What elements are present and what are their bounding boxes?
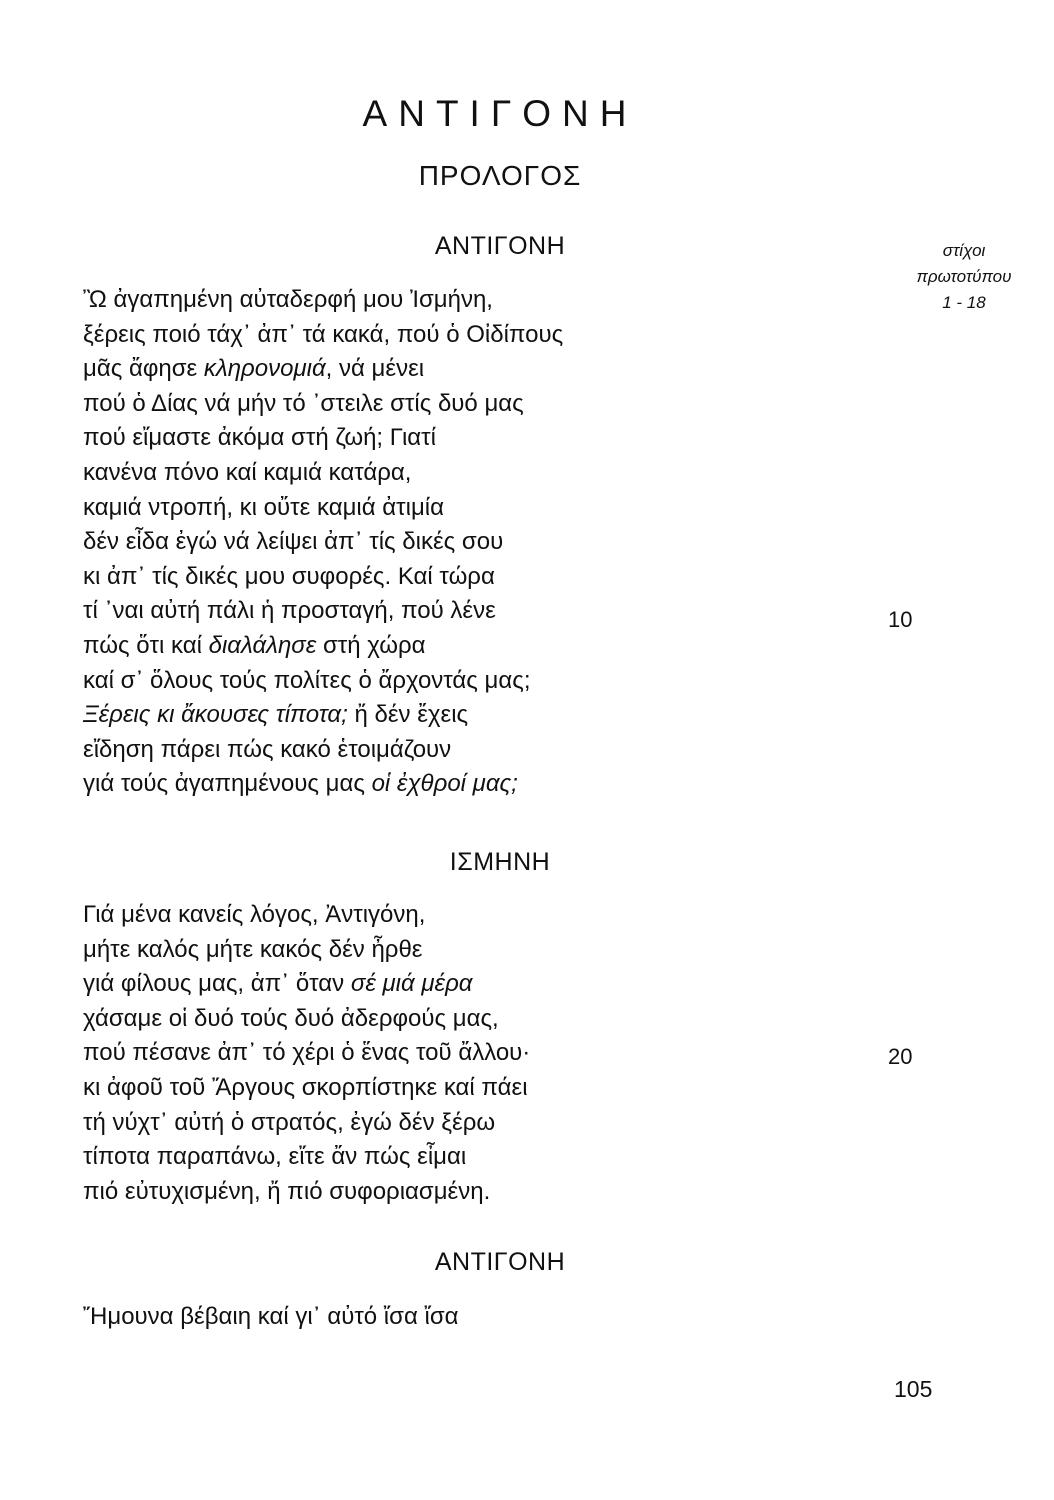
verse-line: χάσαμε οἱ δυό τούς δυό ἀδερφούς μας, [83,1004,499,1032]
verse-line: πού ὁ Δίας νά μήν τό ᾽στειλε στίς δυό μας [83,389,524,417]
verse-line [83,767,563,802]
verse-line: τή νύχτ᾽ αὐτή ὁ στρατός, ἐγώ δέν ξέρω [83,1108,496,1136]
verse-line: Γιά μένα κανείς λόγος, Ἀντιγόνη, [83,901,426,928]
verse-line: κανένα πόνο καί καμιά κατάρα, [83,458,412,486]
italic-phrase: κληρονομιά [203,355,326,383]
verse-text: πώς ὅτι καί [83,631,209,659]
verse-line [83,967,530,1002]
verse-line: κι ἀφοῦ τοῦ Ἄργους σκορπίστηκε καί πάει [83,1073,528,1101]
speaker-heading: ΑΝΤΙΓΟΝΗ [434,1248,566,1276]
verse-text: ἤ δέν ἔχεις [347,701,469,729]
verse-line [83,352,563,387]
verse-line: εἴδηση πάρει πώς κακό ἑτοιμάζουν [83,735,452,763]
verse-line: Ἤμουνα βέβαιη καί γι᾽ αὐτό ἴσα ἴσα [83,1303,459,1330]
line-number: 10 [888,607,913,632]
margin-note-line: στίχοι [942,241,986,260]
italic-phrase: διαλάλησε [208,631,317,659]
verse-text: , νά μένει [325,355,425,383]
margin-note-line: πρωτοτύπου [916,267,1012,286]
play-title: ΑΝΤΙΓΟΝΗ [362,92,638,134]
speaker-heading: ΙΣΜΗΝΗ [449,848,551,876]
verse-line: μήτε καλός μήτε κακός δέν ἦρθε [83,935,423,963]
verse-line: πού εἴμαστε ἀκόμα στή ζωή; Γιατί [83,424,436,452]
speaker-heading: ΑΝΤΙΓΟΝΗ [434,232,566,260]
line-number: 20 [888,1044,913,1069]
verse-line: ξέρεις ποιό τάχ᾽ ἀπ᾽ τά κακά, πού ὁ Οἰδίπους [83,320,564,348]
verse-line [83,629,563,664]
margin-note-line: 1 - 18 [942,293,986,312]
verse-line: τί ᾽ναι αὐτή πάλι ἡ προσταγή, πού λένε [83,597,496,625]
verse-text: γιά φίλους μας, ἀπ᾽ ὅταν [83,970,351,998]
verse-line: τίποτα παραπάνω, εἴτε ἄν πώς εἶμαι [83,1143,467,1171]
verse-line: δέν εἶδα ἐγώ νά λείψει ἀπ᾽ τίς δικές σου [83,528,504,556]
verse-block [83,1300,459,1335]
italic-phrase: οἱ ἐχθροί μας; [371,770,518,798]
verse-line: Ὢ ἀγαπημένη αὐταδερφή μου Ἰσμήνη, [83,286,493,313]
italic-phrase: σέ μιά μέρα [350,970,473,998]
verse-text: στή χώρα [316,631,426,659]
italic-phrase: Ξέρεις κι ἄκουσες τίποτα; [83,701,348,729]
verse-line: πιό εὐτυχισμένη, ἤ πιό συφοριασμένη. [83,1177,491,1205]
verse-text: γιά τούς ἀγαπημένους μας [83,770,372,798]
verse-line: κι ἀπ᾽ τίς δικές μου συφορές. Καί τώρα [83,562,495,590]
verse-line: καμιά ντροπή, κι οὔτε καμιά ἀτιμία [83,493,444,521]
page-number: 105 [894,1376,933,1402]
section-heading: ΠΡΟΛΟΓΟΣ [418,160,582,191]
verse-line: καί σ᾽ ὅλους τούς πολίτες ὁ ἄρχοντάς μας; [83,666,531,694]
verse-text: μᾶς ἄφησε [83,355,204,383]
verse-block [83,898,530,1209]
verse-line: πού πέσανε ἀπ᾽ τό χέρι ὁ ἕνας τοῦ ἄλλου· [83,1039,531,1067]
verse-line [83,698,563,733]
verse-block [83,283,563,802]
